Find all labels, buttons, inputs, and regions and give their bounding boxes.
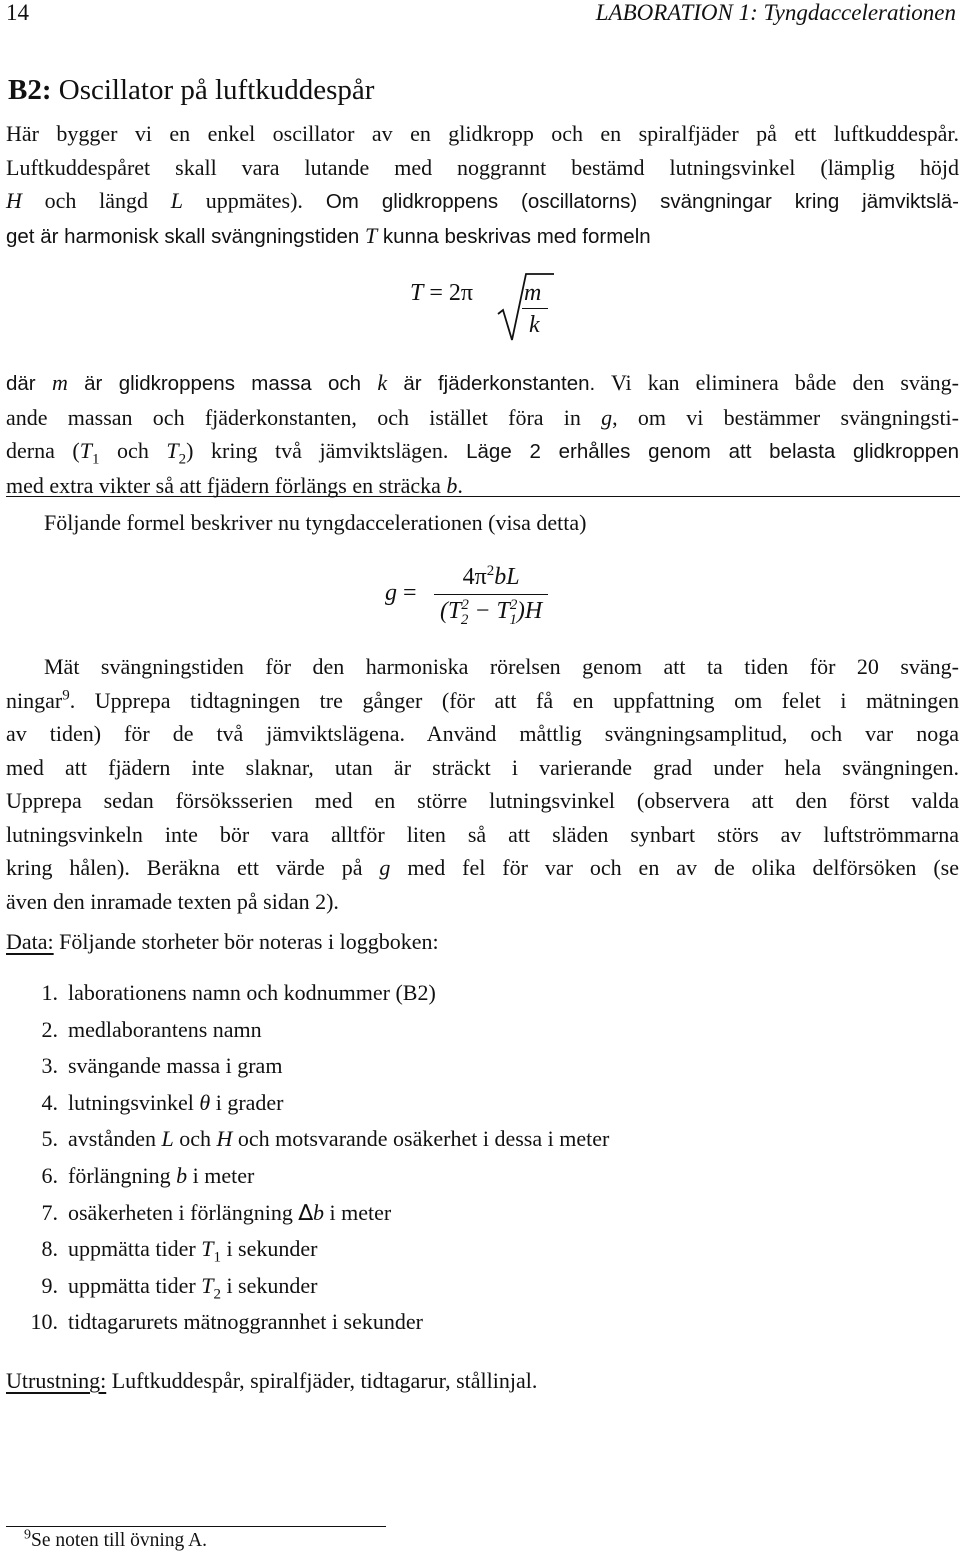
text-fragment: och — [173, 1126, 217, 1151]
para-line: Mät svängningstiden för den harmoniska rörelsen genom att ta tiden för 20 sväng- — [44, 654, 959, 679]
list-text — [68, 1090, 284, 1116]
sqrt-denominator: k — [529, 312, 540, 338]
text-fragment: med extra vikter så att fjädern förlängs en sträcka — [6, 472, 447, 498]
var-m: m — [51, 370, 68, 395]
superscript: 2 — [461, 597, 469, 613]
text-fragment: . Upprepa tidtagningen tre gånger (för att få en uppfattning om felet i mätningen — [69, 687, 959, 713]
list-number: 4. — [41, 1090, 58, 1115]
text-fragment: lutningsvinkel — [68, 1090, 200, 1115]
formula-period — [410, 280, 473, 307]
equipment-text: Luftkuddespår, spiralfjäder, tidtagarur, stållinjal. — [106, 1368, 538, 1393]
list-text: svängande massa i gram — [68, 1053, 283, 1078]
text-fragment: är fjäderkonstanten. — [387, 372, 596, 395]
var-T1: T — [201, 1236, 214, 1261]
delta-symbol: ∆ — [298, 1201, 314, 1226]
data-heading — [6, 925, 959, 959]
list-number: 6. — [41, 1163, 58, 1188]
para-line — [6, 401, 959, 435]
var-T1: T — [79, 438, 92, 463]
text-fragment: förlängning — [68, 1163, 177, 1188]
list-text — [68, 1126, 609, 1152]
section-title-text: Oscillator på luftkuddespår — [58, 74, 375, 106]
paragraph-3: Följande formel beskriver nu tyngdaccelerationen (visa detta) — [44, 510, 587, 535]
var-H: H — [6, 188, 22, 213]
text-fragment: uppmätta tider — [68, 1273, 202, 1298]
list-text — [68, 1200, 391, 1226]
data-intro: Följande storheter bör noteras i loggboken: — [53, 929, 439, 954]
section-title — [8, 74, 374, 107]
text-fragment: i meter — [324, 1200, 392, 1225]
list-number: 7. — [41, 1200, 58, 1225]
var-g: g — [601, 404, 613, 430]
intro-paragraph — [6, 117, 959, 253]
list-number: 9. — [41, 1273, 58, 1298]
text-fragment: , om vi bestämmer svängningsti- — [612, 404, 959, 430]
intro-line: Luftkuddespåret skall vara lutande med noggrannt bestämd lutningsvinkel (lämplig höjd — [6, 154, 959, 180]
equipment-label: Utrustning: — [6, 1368, 107, 1393]
para-line — [6, 434, 959, 469]
running-title: LABORATION 1: Tyngdaccelerationen — [595, 0, 956, 25]
page-number: 14 — [6, 0, 29, 25]
text-fragment: (T — [440, 598, 462, 624]
list-text: medlaborantens namn — [68, 1017, 262, 1042]
var-L: L — [161, 1126, 174, 1151]
superscript: 2 — [486, 563, 495, 579]
section-code: B2: — [8, 74, 52, 106]
formula-lhs: g — [385, 580, 397, 606]
text-fragment: ) kring två jämviktslägen. — [186, 438, 449, 463]
list-number: 1. — [41, 980, 58, 1005]
text-fragment: ningar — [6, 687, 63, 713]
text-fragment: och — [99, 438, 167, 463]
list-number: 3. — [41, 1053, 58, 1078]
formula-lhs: T — [410, 280, 424, 306]
text-fragment: kunna beskrivas med formeln — [377, 224, 651, 248]
text-fragment: bL — [494, 564, 520, 590]
fraction-bar — [522, 308, 548, 309]
list-number: 10. — [30, 1309, 58, 1334]
text-fragment: i sekunder — [220, 1273, 318, 1298]
subscript: 1 — [92, 451, 100, 468]
numerator — [434, 564, 548, 594]
text-fragment: och längd — [21, 188, 171, 213]
list-number: 8. — [41, 1236, 58, 1261]
para-line — [6, 366, 959, 401]
list-text — [68, 1163, 254, 1189]
text-fragment: i grader — [210, 1090, 284, 1115]
para-line: Upprepa sedan försöksserien med en större lutningsvinkel (observera att den först valda — [6, 788, 959, 813]
text-fragment: Läge 2 erhålles genom att belasta glidkroppen — [448, 440, 960, 463]
text-fragment: 4π — [462, 564, 487, 590]
text-fragment: Om glidkroppens (oscillatorns) svängningar kring jämviktslä- — [302, 190, 959, 213]
subscript: 2 — [178, 451, 187, 468]
footnote-rule — [6, 1526, 386, 1527]
text-fragment: kring hålen). Beräkna ett värde på — [6, 855, 380, 880]
text-fragment: )H — [516, 598, 543, 624]
list-number: 5. — [41, 1126, 58, 1151]
var-k: k — [377, 370, 388, 395]
formula-fraction — [434, 563, 548, 628]
footnote-text: Se noten till övning A. — [31, 1530, 208, 1551]
text-fragment: i meter — [187, 1163, 255, 1188]
para-line — [6, 851, 959, 885]
var-T2: T — [166, 438, 179, 463]
intro-line: Här bygger vi en enkel oscillator av en glidkropp och en spiralfjäder på ett luftkuddespår. — [6, 121, 959, 146]
para-line — [6, 684, 959, 718]
var-b: b — [313, 1200, 325, 1225]
formula-eq: = 2π — [423, 280, 474, 306]
text-fragment: med fel för var och en av de olika delförsöken (se — [390, 855, 959, 880]
subscript: 2 — [213, 1286, 221, 1303]
var-T: T — [364, 222, 378, 248]
list-text — [68, 1273, 318, 1303]
sqrt-numerator: m — [524, 280, 542, 306]
text-fragment: Vi kan eliminera både den sväng- — [595, 370, 960, 395]
data-label: Data: — [6, 929, 54, 954]
para-line: lutningsvinkeln inte bör vara alltför liten så att släden synbart störs av luftströmmarna — [6, 821, 959, 847]
var-b: b — [446, 472, 458, 498]
subscript: 1 — [213, 1249, 221, 1266]
text-fragment: derna ( — [6, 438, 80, 463]
superscript: 2 — [509, 597, 518, 613]
var-theta: θ — [199, 1090, 211, 1115]
para-line: även den inramade texten på sidan 2). — [6, 888, 339, 914]
intro-line — [6, 184, 959, 219]
para-line: med att fjädern inte slaknar, utan är sträckt i varierande grad under hela svängningen. — [6, 754, 959, 780]
text-fragment: är glidkroppens massa och — [67, 372, 378, 395]
text-fragment: avstånden — [68, 1126, 162, 1151]
denominator — [434, 594, 548, 628]
text-fragment: och motsvarande osäkerhet i dessa i meter — [232, 1126, 610, 1151]
subscript: 1 — [509, 611, 517, 628]
footnote-mark: 9 — [24, 1527, 31, 1543]
text-fragment: uppmätta tider — [68, 1236, 202, 1261]
text-fragment: . — [457, 472, 463, 498]
text-fragment: ande massan och fjäderkonstanten, och istället föra in — [6, 404, 602, 430]
text-fragment: osäkerheten i förlängning — [68, 1200, 299, 1225]
list-text — [68, 1236, 318, 1266]
var-H: H — [216, 1126, 233, 1151]
text-fragment: där — [6, 372, 52, 395]
list-text: tidtagarurets mätnoggrannhet i sekunder — [68, 1309, 423, 1334]
var-b: b — [176, 1163, 188, 1188]
footnote-mark: 9 — [62, 687, 70, 704]
formula-eq: = — [397, 580, 417, 606]
text-fragment: get är harmonisk skall svängningstiden — [6, 224, 365, 248]
fraction — [434, 563, 548, 628]
formula-gravity — [385, 580, 417, 607]
text-fragment: i sekunder — [220, 1236, 318, 1261]
paragraph-4 — [6, 650, 959, 918]
paragraph-2 — [6, 366, 959, 502]
text-fragment: uppmätes). — [183, 188, 303, 213]
text-fragment: − T — [468, 598, 510, 624]
list-number: 2. — [41, 1017, 58, 1042]
equipment-line — [6, 1364, 959, 1398]
var-g: g — [379, 855, 391, 880]
subscript: 2 — [460, 611, 469, 628]
footnote — [24, 1527, 208, 1552]
var-L: L — [170, 188, 184, 213]
para-line: av tiden) för de två jämviktslägena. Använd måttlig svängningsamplitud, och var noga — [6, 721, 959, 746]
var-T2: T — [201, 1273, 214, 1298]
intro-line — [6, 219, 959, 254]
list-text: laborationens namn och kodnummer (B2) — [68, 980, 436, 1005]
horizontal-rule — [6, 496, 960, 497]
